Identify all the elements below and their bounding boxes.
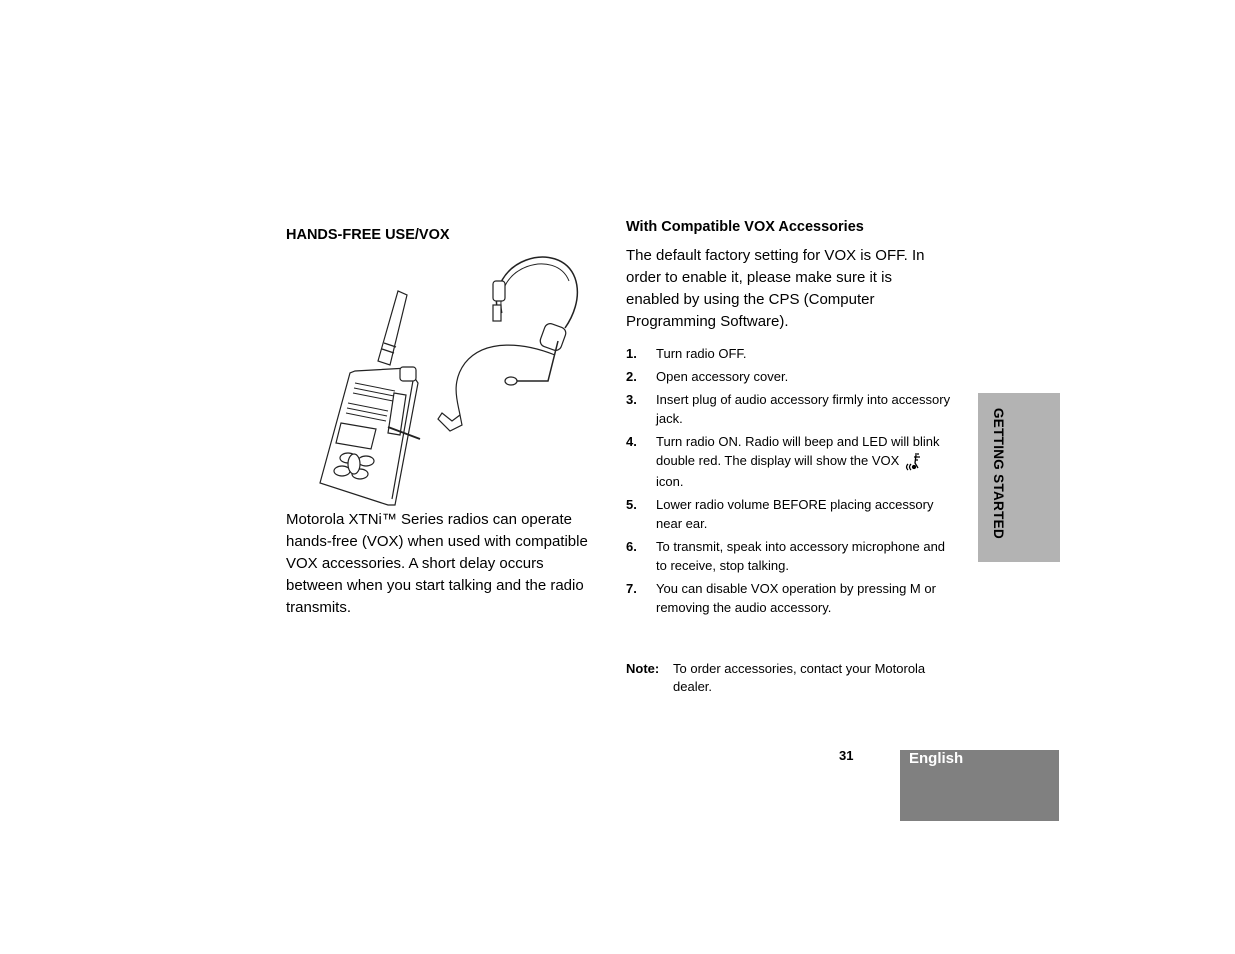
- step-number: 2.: [626, 369, 637, 384]
- list-item: [626, 390, 956, 428]
- list-item: [626, 344, 956, 363]
- step-number: 4.: [626, 434, 637, 449]
- note-text: To order accessories, contact your Motorola dealer.: [673, 661, 926, 694]
- language-tab: [900, 750, 1059, 821]
- section-heading: HANDS-FREE USE/VOX: [286, 227, 450, 243]
- vox-icon: [903, 452, 925, 472]
- headset-band: [496, 257, 577, 328]
- step-text: Turn radio OFF.: [656, 346, 747, 361]
- steps-list: [626, 344, 956, 621]
- list-item: [626, 537, 956, 575]
- step-text: To transmit, speak into accessory microphone and to receive, stop talking.: [656, 538, 946, 573]
- subsection-heading: With Compatible VOX Accessories: [626, 219, 864, 235]
- intro-paragraph: Motorola XTNi™ Series radios can operate hands-free (VOX) when used with compatible VOX accessories. A short delay occurs between when you start talking and the radio transmits.: [286, 511, 588, 616]
- step-number: 1.: [626, 346, 637, 361]
- step-text: Insert plug of audio accessory firmly into accessory jack.: [656, 392, 951, 426]
- step-number: 6.: [626, 538, 637, 554]
- section-side-tab: [978, 393, 1060, 562]
- step-text: You can disable VOX operation by pressing M or removing the audio accessory.: [656, 580, 936, 615]
- list-item: [626, 432, 956, 491]
- step-number: 3.: [626, 392, 637, 407]
- note: [626, 660, 956, 696]
- step-number: 7.: [626, 580, 637, 596]
- radio-with-headset-illustration: [310, 243, 600, 508]
- list-item: [626, 579, 956, 617]
- list-item: [626, 495, 956, 533]
- step-text: Open accessory cover.: [656, 369, 789, 384]
- step-number: 5.: [626, 496, 637, 512]
- step-text: Turn radio ON. Radio will beep and LED will blink double red. The display will show the VOX: [656, 434, 940, 468]
- section-side-tab-label: GETTING STARTED: [991, 408, 1006, 539]
- note-label: Note:: [626, 661, 660, 676]
- page-number: 31: [839, 748, 854, 763]
- default-setting-paragraph: The default factory setting for VOX is OFF. In order to enable it, please make sure it is enabled by using the CPS (Computer Programming Software).: [626, 247, 925, 330]
- list-item: [626, 367, 956, 386]
- radio-antenna: [378, 291, 407, 365]
- step-text: Lower radio volume BEFORE placing accessory near ear.: [656, 496, 934, 531]
- step-text: icon.: [656, 473, 684, 489]
- language-label: English: [909, 750, 964, 767]
